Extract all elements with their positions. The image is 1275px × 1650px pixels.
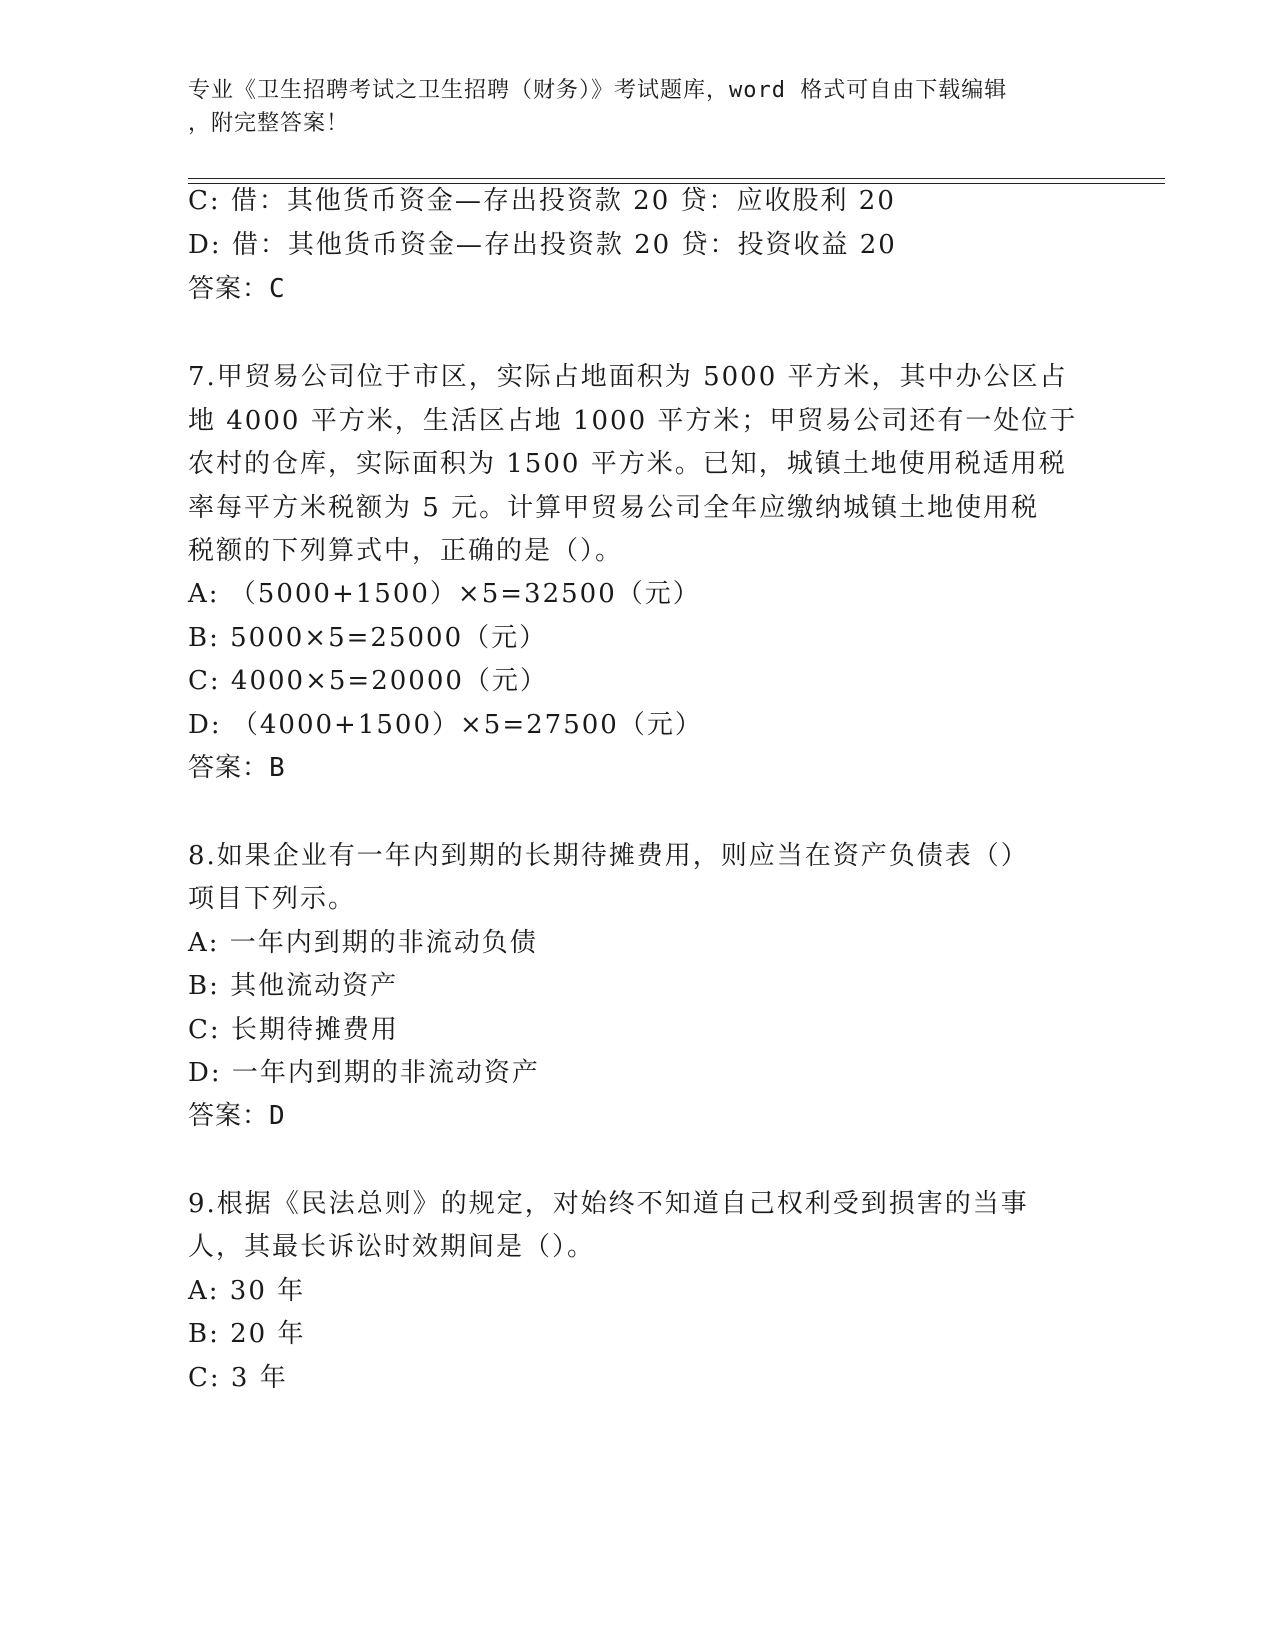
- q7-option-c: C: 4000×5=20000（元）: [188, 666, 548, 696]
- q9-option-b: B: 20 年: [188, 1319, 306, 1349]
- fragment-option-d: D: 借：其他货币资金—存出投资款 20 贷：投资收益 20: [188, 230, 897, 260]
- q8-stem-line-1: 8.如果企业有一年内到期的长期待摊费用，则应当在资产负债表（）: [188, 841, 1029, 871]
- q8-option-d: D: 一年内到期的非流动资产: [188, 1058, 540, 1088]
- q7-option-a: A: （5000+1500）×5=32500（元）: [188, 579, 701, 609]
- q7-stem-line-5: 税额的下列算式中，正确的是（）。: [188, 536, 624, 566]
- q7-option-b: B: 5000×5=25000（元）: [188, 623, 548, 653]
- fragment-option-c: C: 借：其他货币资金—存出投资款 20 贷：应收股利 20: [188, 186, 896, 216]
- q9-stem-line-1: 9.根据《民法总则》的规定，对始终不知道自己权利受到损害的当事: [188, 1189, 1029, 1219]
- q8-option-a: A: 一年内到期的非流动负债: [188, 928, 538, 958]
- q7-stem-line-3: 农村的仓库，实际面积为 1500 平方米。已知，城镇土地使用税适用税: [188, 449, 1067, 479]
- q9-option-a: A: 30 年: [188, 1276, 306, 1306]
- header-line-2: ，附完整答案！: [188, 111, 350, 136]
- q9-option-c: C: 3 年: [188, 1363, 288, 1393]
- fragment-answer: 答案：C: [188, 274, 286, 304]
- q8-answer: 答案：D: [188, 1101, 286, 1131]
- document-header: [188, 74, 1088, 140]
- q7-stem-line-4: 率每平方米税额为 5 元。计算甲贸易公司全年应缴纳城镇土地使用税: [188, 493, 1040, 523]
- header-line-1: 专业《卫生招聘考试之卫生招聘（财务）》考试题库，word 格式可自由下载编辑: [188, 78, 1008, 103]
- q7-option-d: D: （4000+1500）×5=27500（元）: [188, 710, 703, 740]
- q7-stem-line-2: 地 4000 平方米，生活区占地 1000 平方米；甲贸易公司还有一处位于: [188, 406, 1078, 436]
- q8-stem-line-2: 项目下列示。: [188, 884, 357, 914]
- q7-answer: 答案：B: [188, 753, 286, 783]
- q8-option-b: B: 其他流动资产: [188, 971, 399, 1001]
- q9-stem-line-2: 人，其最长诉讼时效期间是（）。: [188, 1232, 596, 1262]
- q7-stem-line-1: 7.甲贸易公司位于市区，实际占地面积为 5000 平方米，其中办公区占: [188, 362, 1068, 392]
- q8-option-c: C: 长期待摊费用: [188, 1015, 399, 1045]
